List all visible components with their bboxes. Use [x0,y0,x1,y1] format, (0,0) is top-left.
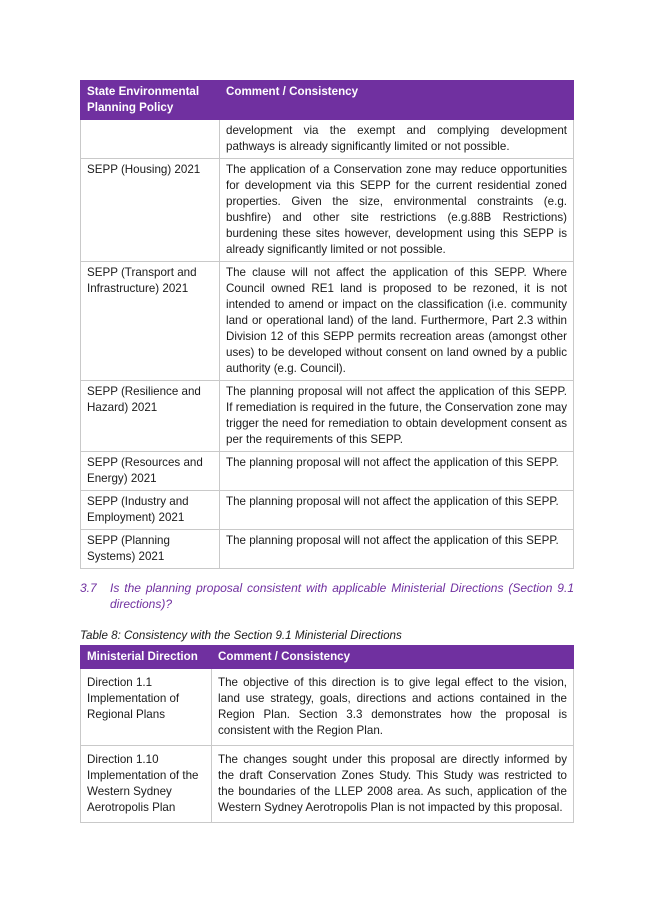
table-caption: Table 8: Consistency with the Section 9.1 Ministerial Directions [80,629,402,642]
column-header-comment: Comment / Consistency [212,646,574,669]
comment-cell: development via the exempt and complying development pathways is already significantly limited or not possible. [220,120,574,159]
table-row [81,530,574,569]
comment-cell: The planning proposal will not affect the application of this SEPP. [220,452,574,491]
policy-cell: SEPP (Resilience and Hazard) 2021 [81,381,220,452]
comment-cell: The application of a Conservation zone may reduce opportunities for development via this SEPP for the current residential zoned properties. Given the size, environmental constraints (e.g. bushfire) and other site restrictions (e.g.88B Restrictions) burdening these sites however, development using this SEPP is already significantly limited or not possible. [220,159,574,262]
comment-cell: The planning proposal will not affect the application of this SEPP. If remediation is required in the future, the Conservation zone may trigger the need for remediation to obtain development consent as per the requirements of this SEPP. [220,381,574,452]
section-question: Is the planning proposal consistent with applicable Ministerial Directions (Section 9.1 directions)? [110,581,574,611]
ministerial-directions-table [80,645,574,823]
comment-cell: The planning proposal will not affect the application of this SEPP. [220,530,574,569]
column-header-direction: Ministerial Direction [81,646,212,669]
sepp-consistency-table [80,80,574,569]
comment-cell: The objective of this direction is to give legal effect to the vision, land use strategy, goals, directions and actions contained in the Region Plan. Section 3.3 demonstrates how the proposal is consistent with the Region Plan. [212,669,574,746]
section-number: 3.7 [80,581,97,595]
policy-cell [81,120,220,159]
policy-cell: SEPP (Transport and Infrastructure) 2021 [81,262,220,381]
section-heading [80,580,574,612]
direction-cell: Direction 1.10 Implementation of the Western Sydney Aerotropolis Plan [81,746,212,823]
table-row [81,746,574,823]
direction-cell: Direction 1.1 Implementation of Regional Plans [81,669,212,746]
table-header-row [81,81,574,120]
comment-cell: The changes sought under this proposal are directly informed by the draft Conservation Zones Study. This Study was restricted to the boundaries of the LLEP 2008 area. As such, application of the Western Sydney Aerotropolis Plan is not impacted by this proposal. [212,746,574,823]
column-header-policy: State Environmental Planning Policy [81,81,220,120]
column-header-comment: Comment / Consistency [220,81,574,120]
table-row [81,120,574,159]
table-row [81,491,574,530]
table-row [81,262,574,381]
table-header-row [81,646,574,669]
policy-cell: SEPP (Planning Systems) 2021 [81,530,220,569]
policy-cell: SEPP (Housing) 2021 [81,159,220,262]
comment-cell: The planning proposal will not affect the application of this SEPP. [220,491,574,530]
table-row [81,452,574,491]
policy-cell: SEPP (Resources and Energy) 2021 [81,452,220,491]
table-row [81,381,574,452]
policy-cell: SEPP (Industry and Employment) 2021 [81,491,220,530]
comment-cell: The clause will not affect the application of this SEPP. Where Council owned RE1 land is proposed to be rezoned, it is not intended to amend or impact on the classification (i.e. community land or operational land) of the land. Furthermore, Part 2.3 within Division 12 of this SEPP permits recreation areas (amongst other uses) to be developed without consent on land owned by a public authority (e.g. Council). [220,262,574,381]
table-row [81,669,574,746]
table-row [81,159,574,262]
